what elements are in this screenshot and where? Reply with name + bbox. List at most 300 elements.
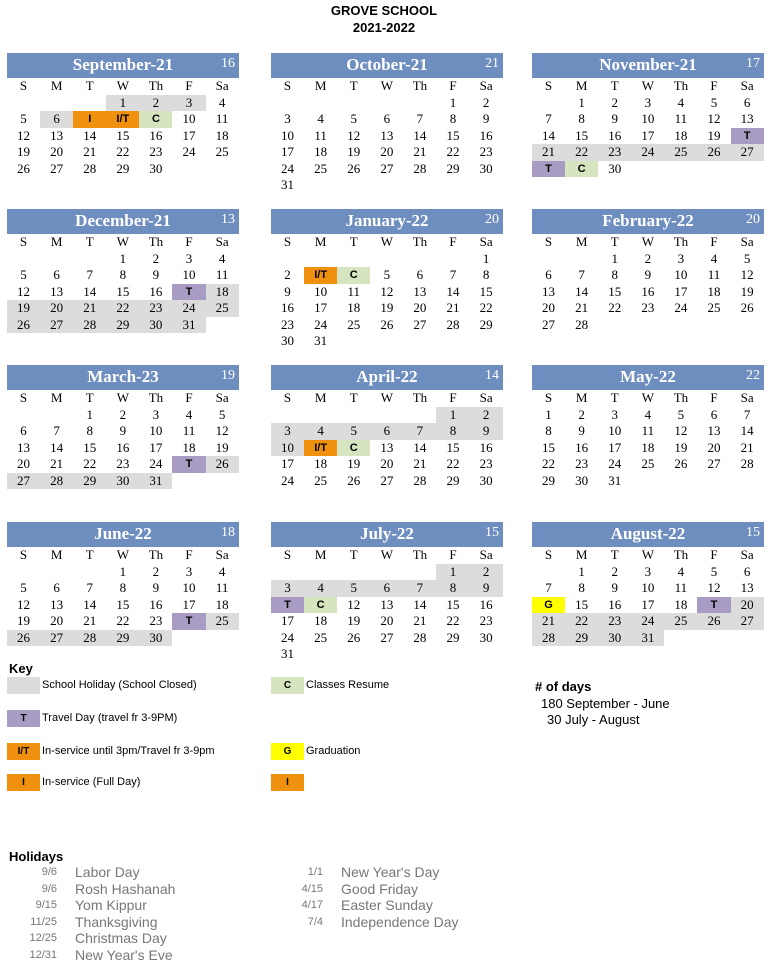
- weekday-label: S: [283, 78, 292, 93]
- day-cell: 15: [608, 283, 622, 299]
- day-cell: 19: [17, 144, 31, 159]
- week-row: [271, 177, 503, 194]
- month-august-22: [532, 522, 764, 646]
- day-cell: 15: [446, 596, 460, 612]
- week-row: [7, 473, 239, 490]
- week-row: [271, 317, 503, 334]
- month-name: January-22: [345, 211, 429, 230]
- week-row: [7, 144, 239, 161]
- day-cell: 5: [743, 250, 751, 266]
- empty-cell: [664, 161, 697, 178]
- holiday-name: Rosh Hashanah: [75, 880, 176, 897]
- day-cell: 4: [644, 406, 652, 422]
- day-cell: 12: [17, 127, 31, 143]
- empty-cell: [304, 177, 337, 194]
- school-name: GROVE SCHOOL: [330, 3, 438, 18]
- weekday-label: Th: [148, 234, 164, 249]
- key-swatch-inservice: I: [7, 774, 40, 791]
- day-cell: 31: [139, 473, 172, 490]
- day-cell: 30: [149, 160, 163, 176]
- empty-cell: [697, 630, 730, 647]
- week-row: [532, 580, 764, 597]
- holiday-date: 9/6: [41, 882, 57, 895]
- day-cell: 16: [641, 283, 655, 299]
- empty-cell: [172, 630, 205, 647]
- weekday-header: [7, 234, 239, 251]
- weekday-label: W: [641, 234, 654, 249]
- day-cell: 23: [641, 300, 655, 315]
- weekday-label: F: [185, 78, 193, 93]
- day-cell: 21: [740, 439, 754, 455]
- week-row: [532, 613, 764, 630]
- day-cell: 20: [707, 439, 721, 455]
- holiday-name: Thanksgiving: [75, 913, 158, 930]
- day-cell: 9: [644, 267, 652, 282]
- week-row: [7, 111, 239, 128]
- weekday-label: F: [185, 390, 193, 405]
- week-row: [7, 613, 239, 630]
- day-cell: 13: [380, 127, 394, 143]
- day-cell: 21: [413, 613, 427, 628]
- month-june-22: [7, 522, 239, 646]
- empty-cell: [370, 646, 403, 663]
- day-cell: 14: [575, 283, 589, 299]
- day-cell: 13: [380, 439, 394, 455]
- day-cell: 17: [641, 596, 655, 612]
- day-cell: 13: [50, 127, 64, 143]
- day-cell: 1: [449, 94, 457, 110]
- empty-cell: [731, 473, 764, 490]
- day-cell: 2: [470, 407, 503, 424]
- day-cell: 20: [40, 300, 73, 317]
- key-heading: Key: [9, 661, 33, 676]
- week-row: [271, 473, 503, 490]
- day-cell: 15: [83, 439, 97, 455]
- day-cell: 13: [740, 111, 754, 126]
- empty-cell: [370, 407, 403, 424]
- day-cell: 18: [182, 439, 196, 455]
- day-cell: 23: [281, 316, 295, 332]
- day-cell: 21: [413, 144, 427, 159]
- day-cell: 30: [575, 472, 589, 488]
- weekday-label: S: [283, 547, 292, 562]
- empty-cell: [370, 333, 403, 350]
- day-cell: 26: [7, 317, 40, 334]
- day-cell: 24: [674, 300, 688, 315]
- weekday-label: Sa: [479, 547, 493, 562]
- week-row: [532, 111, 764, 128]
- week-row: [271, 564, 503, 581]
- day-cell: 28: [413, 629, 427, 645]
- day-cell: 3: [172, 95, 205, 112]
- day-cell: 14: [542, 127, 556, 143]
- day-cell: 24: [631, 613, 664, 630]
- empty-cell: [271, 407, 304, 424]
- day-cell: 14: [50, 439, 64, 455]
- day-cell: 21: [575, 300, 589, 315]
- month-october-21: [271, 53, 503, 194]
- day-cell: 9: [470, 580, 503, 597]
- holiday-date: 12/31: [29, 949, 57, 961]
- week-row: [532, 144, 764, 161]
- day-cell: 14: [83, 127, 97, 143]
- days-line-1: 180 September - June: [541, 696, 670, 711]
- day-cell: 22: [106, 300, 139, 317]
- day-cell: 28: [532, 630, 565, 647]
- month-day-count: 20: [485, 212, 499, 227]
- holiday-date: 9/6: [41, 866, 57, 878]
- holiday-name: Good Friday: [341, 880, 419, 897]
- day-cell: 29: [106, 317, 139, 334]
- day-cell: 30: [139, 630, 172, 647]
- week-row: [532, 407, 764, 424]
- week-row: [532, 423, 764, 440]
- empty-cell: [206, 317, 239, 334]
- holiday-name: Yom Kippur: [75, 897, 147, 914]
- day-cell: 17: [281, 613, 295, 628]
- day-cell: 5: [337, 423, 370, 440]
- weekday-header: [271, 390, 503, 407]
- weekday-label: F: [449, 78, 457, 93]
- day-cell: 21: [83, 613, 97, 628]
- day-cell: 10: [271, 440, 304, 457]
- day-cell: T: [697, 597, 730, 614]
- day-cell: 2: [611, 94, 618, 110]
- day-cell: 2: [611, 563, 618, 579]
- day-cell: 24: [631, 144, 664, 161]
- day-cell: 6: [40, 111, 73, 128]
- day-cell: 19: [740, 283, 754, 299]
- day-cell: T: [172, 456, 205, 473]
- weekday-label: T: [610, 390, 619, 405]
- day-cell: 13: [542, 283, 556, 299]
- week-row: [271, 613, 503, 630]
- day-cell: I: [73, 111, 106, 128]
- day-cell: 23: [149, 144, 163, 159]
- day-cell: 24: [281, 472, 295, 488]
- week-row: [532, 456, 764, 473]
- day-cell: 29: [565, 630, 598, 647]
- day-cell: 18: [674, 596, 688, 612]
- day-cell: 12: [740, 267, 754, 282]
- month-name: July-22: [360, 524, 414, 543]
- weekday-label: Th: [673, 234, 689, 249]
- day-cell: 8: [578, 111, 585, 126]
- empty-cell: [697, 473, 730, 490]
- day-cell: 6: [743, 94, 751, 110]
- weekday-label: S: [19, 547, 28, 562]
- day-cell: 11: [215, 580, 229, 595]
- week-row: [271, 144, 503, 161]
- weekday-label: M: [575, 78, 588, 93]
- day-cell: 4: [218, 250, 226, 266]
- day-cell: 26: [380, 316, 394, 332]
- empty-cell: [403, 251, 436, 268]
- day-cell: 5: [20, 111, 27, 126]
- day-cell: 6: [743, 563, 751, 579]
- day-cell: 16: [116, 439, 130, 455]
- week-row: [271, 423, 503, 440]
- day-cell: 18: [206, 284, 239, 301]
- month-april-22: [271, 365, 503, 489]
- day-cell: 20: [380, 613, 394, 628]
- day-cell: C: [304, 597, 337, 614]
- weekday-label: Sa: [215, 234, 229, 249]
- empty-cell: [731, 161, 764, 178]
- day-cell: 20: [50, 613, 64, 628]
- weekday-label: M: [575, 234, 588, 249]
- month-day-count: 13: [221, 212, 235, 227]
- day-cell: 6: [53, 267, 60, 282]
- month-name: February-22: [602, 211, 694, 230]
- day-cell: 23: [149, 613, 163, 628]
- week-row: [532, 95, 764, 112]
- week-row: [532, 161, 764, 178]
- empty-cell: [7, 95, 40, 112]
- day-cell: I/T: [106, 111, 139, 128]
- weekday-label: Th: [148, 390, 164, 405]
- day-cell: 2: [644, 250, 652, 266]
- day-cell: 11: [641, 423, 655, 438]
- weekday-header: [271, 234, 503, 251]
- week-row: [271, 95, 503, 112]
- day-cell: 27: [731, 613, 764, 630]
- day-cell: 16: [149, 283, 163, 299]
- day-cell: 23: [479, 144, 493, 159]
- key-label-inservice-travel: In-service until 3pm/Travel fr 3-9pm: [42, 745, 215, 757]
- weekday-header: [532, 234, 764, 251]
- days-line-2: 30 July - August: [547, 712, 640, 727]
- day-cell: 6: [545, 267, 552, 282]
- weekday-header: [532, 78, 764, 95]
- day-cell: 8: [436, 423, 469, 440]
- weekday-label: T: [349, 390, 358, 405]
- day-cell: 25: [664, 144, 697, 161]
- day-cell: 8: [545, 423, 552, 438]
- day-cell: 1: [119, 563, 127, 579]
- day-cell: 1: [436, 564, 469, 581]
- day-cell: 24: [172, 300, 205, 317]
- month-day-count: 15: [485, 525, 499, 540]
- day-cell: 22: [565, 613, 598, 630]
- day-cell: 23: [479, 456, 493, 471]
- day-cell: 7: [86, 267, 93, 282]
- day-cell: 19: [674, 439, 688, 455]
- month-header: [271, 522, 503, 547]
- weekday-header: [271, 78, 503, 95]
- week-row: [7, 407, 239, 424]
- empty-cell: [304, 646, 337, 663]
- day-cell: 27: [542, 316, 556, 332]
- day-cell: 6: [416, 267, 424, 282]
- month-name: August-22: [610, 524, 686, 543]
- day-cell: 25: [206, 300, 239, 317]
- weekday-label: Sa: [479, 78, 493, 93]
- holiday-date: 12/25: [29, 932, 57, 945]
- empty-cell: [7, 564, 40, 581]
- day-cell: 1: [611, 250, 618, 266]
- day-cell: 12: [347, 596, 361, 612]
- day-cell: 22: [608, 300, 622, 315]
- weekday-label: T: [85, 547, 94, 562]
- day-cell: 27: [380, 472, 394, 488]
- holiday-date: 4/15: [301, 882, 323, 895]
- day-cell: 17: [608, 439, 622, 455]
- empty-cell: [370, 564, 403, 581]
- weekday-label: F: [710, 234, 718, 249]
- week-row: [271, 161, 503, 178]
- day-cell: 2: [578, 406, 585, 422]
- weekday-header: [7, 390, 239, 407]
- day-cell: 15: [479, 283, 493, 299]
- week-row: [271, 267, 503, 284]
- day-cell: 1: [578, 563, 585, 579]
- day-cell: 31: [608, 472, 622, 488]
- weekday-label: Sa: [479, 390, 493, 405]
- day-cell: 10: [674, 267, 688, 282]
- day-cell: 19: [347, 613, 361, 628]
- day-cell: 25: [707, 300, 721, 315]
- day-cell: 28: [83, 160, 97, 176]
- day-cell: 26: [740, 300, 754, 315]
- day-cell: 21: [532, 144, 565, 161]
- day-cell: 22: [542, 456, 556, 471]
- day-cell: 11: [215, 111, 229, 126]
- day-cell: 19: [347, 456, 361, 471]
- week-row: [7, 95, 239, 112]
- empty-cell: [403, 177, 436, 194]
- day-cell: 30: [598, 630, 631, 647]
- weekday-label: W: [641, 78, 654, 93]
- day-cell: 7: [449, 267, 457, 282]
- weekday-label: W: [380, 78, 393, 93]
- empty-cell: [73, 251, 106, 268]
- day-cell: 3: [677, 250, 685, 266]
- week-row: [532, 317, 764, 334]
- weekday-label: F: [710, 78, 718, 93]
- day-cell: 15: [542, 439, 556, 455]
- day-cell: 1: [578, 94, 585, 110]
- day-cell: 1: [436, 407, 469, 424]
- day-cell: 19: [17, 613, 31, 628]
- day-cell: 31: [172, 317, 205, 334]
- day-cell: 27: [40, 630, 73, 647]
- day-cell: 28: [73, 630, 106, 647]
- day-cell: 30: [479, 472, 493, 488]
- holiday-date: 1/1: [307, 866, 323, 878]
- empty-cell: [337, 646, 370, 663]
- day-cell: 16: [149, 127, 163, 143]
- day-cell: 18: [707, 283, 721, 299]
- month-header: [271, 209, 503, 234]
- empty-cell: [206, 473, 239, 490]
- day-cell: 22: [83, 456, 97, 471]
- day-cell: 4: [317, 111, 324, 126]
- day-cell: 1: [482, 250, 490, 266]
- day-cell: 13: [707, 423, 721, 438]
- week-row: [271, 284, 503, 301]
- weekday-label: F: [449, 234, 457, 249]
- empty-cell: [304, 251, 337, 268]
- day-cell: 8: [482, 267, 490, 282]
- day-cell: 11: [707, 267, 721, 282]
- day-cell: 27: [50, 160, 64, 176]
- day-cell: 25: [641, 456, 655, 471]
- day-cell: 27: [7, 473, 40, 490]
- day-cell: 4: [185, 406, 193, 422]
- month-february-22: [532, 209, 764, 333]
- day-cell: 10: [182, 111, 196, 126]
- empty-cell: [337, 95, 370, 112]
- day-cell: 26: [347, 160, 361, 176]
- weekday-header: [7, 78, 239, 95]
- day-cell: 12: [674, 423, 688, 438]
- day-cell: 5: [710, 563, 718, 579]
- month-header: [271, 53, 503, 78]
- day-cell: 14: [413, 596, 427, 612]
- day-cell: 29: [106, 630, 139, 647]
- empty-cell: [271, 251, 304, 268]
- weekday-header: [532, 390, 764, 407]
- day-cell: 6: [370, 423, 403, 440]
- weekday-label: F: [710, 390, 718, 405]
- day-cell: 4: [710, 250, 718, 266]
- week-row: [7, 267, 239, 284]
- day-cell: 2: [139, 95, 172, 112]
- week-row: [271, 333, 503, 350]
- weekday-label: Th: [412, 234, 428, 249]
- day-cell: 23: [575, 456, 589, 471]
- day-cell: C: [337, 440, 370, 457]
- empty-cell: [436, 251, 469, 268]
- weekday-label: W: [380, 547, 393, 562]
- day-cell: 8: [119, 267, 127, 282]
- day-cell: 22: [446, 144, 460, 159]
- holiday-date: 11/25: [30, 915, 57, 928]
- day-cell: 17: [149, 439, 163, 455]
- weekday-label: Sa: [215, 547, 229, 562]
- week-row: [532, 473, 764, 490]
- week-row: [271, 128, 503, 145]
- key-swatch-holiday: [7, 677, 40, 694]
- empty-cell: [304, 407, 337, 424]
- day-cell: 16: [575, 439, 589, 455]
- day-cell: 15: [575, 596, 589, 612]
- weekday-label: M: [314, 547, 327, 562]
- day-cell: 18: [314, 456, 328, 471]
- day-cell: T: [271, 597, 304, 614]
- day-cell: 16: [608, 127, 622, 143]
- day-cell: 11: [674, 580, 688, 595]
- day-cell: 27: [731, 144, 764, 161]
- day-cell: 18: [314, 613, 328, 628]
- key-label-classes: Classes Resume: [306, 679, 390, 691]
- weekday-label: W: [116, 547, 129, 562]
- day-cell: 31: [281, 646, 295, 661]
- weekday-label: Sa: [215, 390, 229, 405]
- empty-cell: [337, 407, 370, 424]
- day-cell: I/T: [304, 440, 337, 457]
- day-cell: 14: [83, 596, 97, 612]
- month-name: May-22: [620, 367, 676, 386]
- weekday-label: Sa: [740, 390, 754, 405]
- weekday-label: Sa: [740, 78, 754, 93]
- day-cell: 3: [152, 406, 160, 422]
- weekday-label: Th: [148, 547, 164, 562]
- day-cell: 27: [413, 316, 427, 332]
- empty-cell: [370, 95, 403, 112]
- day-cell: 26: [206, 456, 239, 473]
